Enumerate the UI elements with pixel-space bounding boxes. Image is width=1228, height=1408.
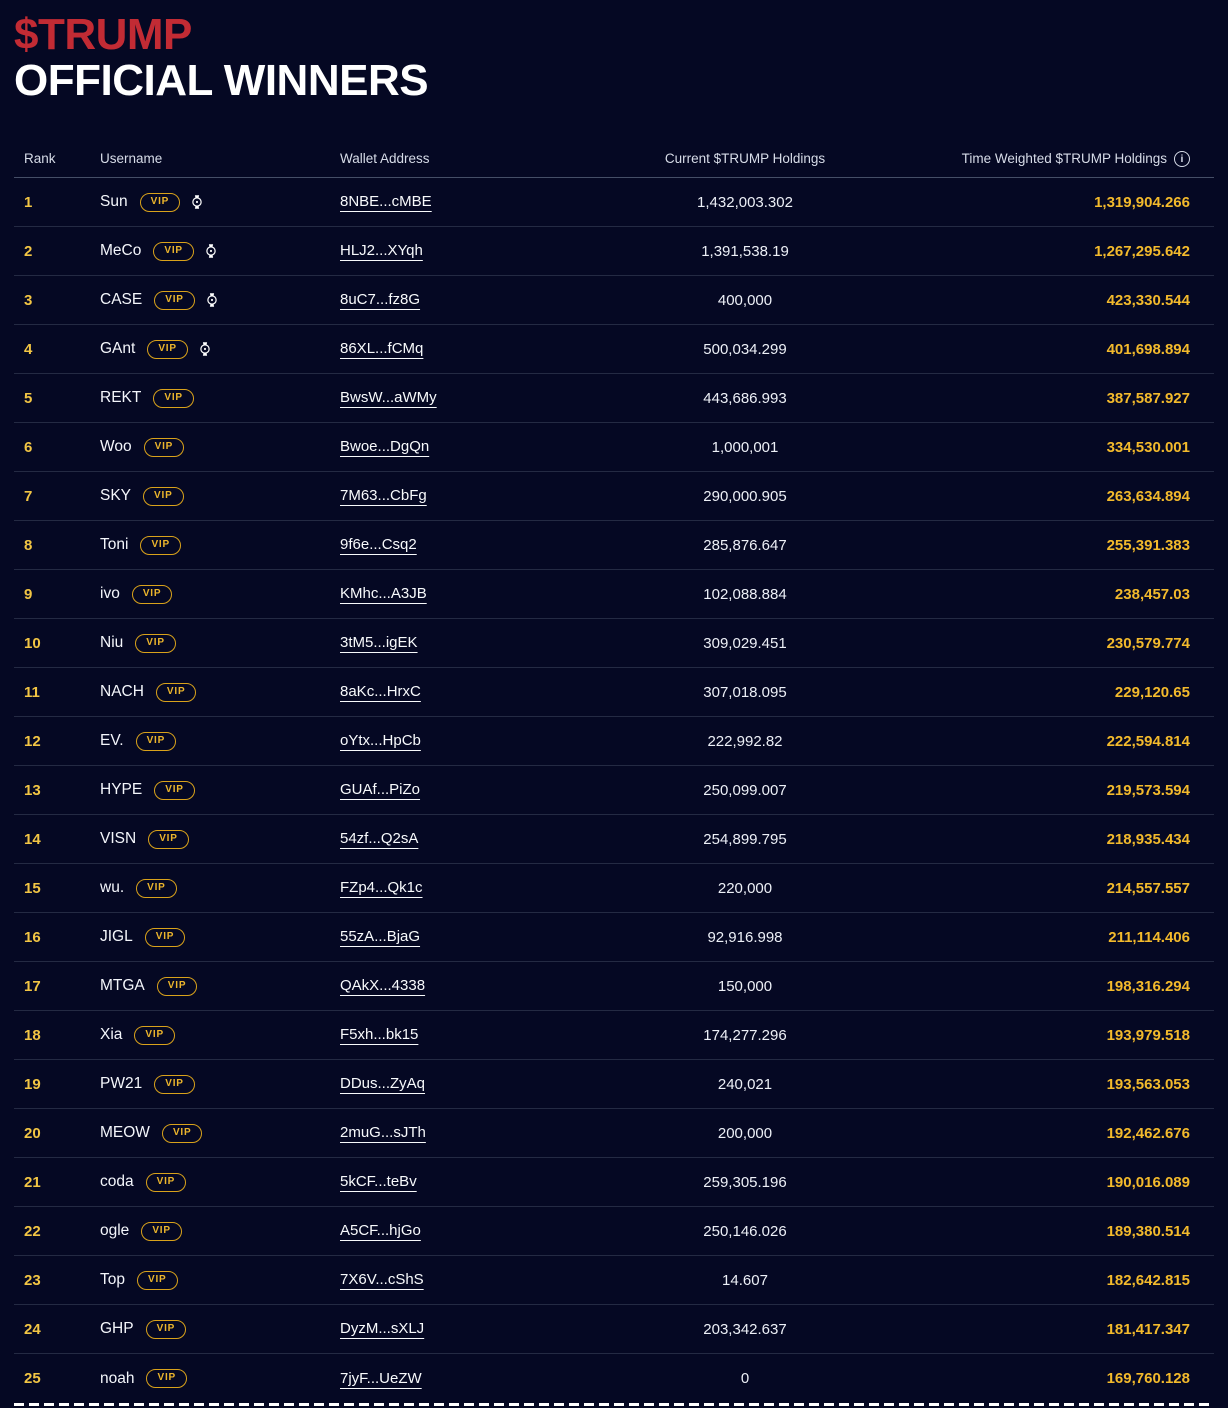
username-cell (100, 340, 340, 359)
username-cell (100, 1026, 340, 1045)
current-holdings-value: 290,000.905 (703, 487, 787, 505)
weighted-holdings-value: 230,579.774 (1106, 634, 1190, 652)
info-icon[interactable]: i (1174, 151, 1190, 167)
dashed-divider (14, 1403, 1214, 1406)
table-row (14, 668, 1214, 717)
watch-icon (204, 292, 220, 308)
username-label: Woo (100, 438, 132, 456)
wallet-address-link[interactable]: Bwoe...DgQn (340, 438, 430, 456)
username-cell (100, 536, 340, 555)
username-cell (100, 242, 340, 261)
username-cell (100, 977, 340, 996)
table-row (14, 325, 1214, 374)
table-row (14, 521, 1214, 570)
current-holdings-value: 443,686.993 (703, 389, 787, 407)
rank-label: 4 (24, 340, 33, 358)
table-row (14, 815, 1214, 864)
username-cell (100, 928, 340, 947)
table-header-row (14, 140, 1214, 178)
page-title (14, 12, 1214, 104)
username-label: Xia (100, 1026, 123, 1044)
wallet-address-link[interactable]: 7X6V...cShS (340, 1271, 424, 1289)
table-row (14, 864, 1214, 913)
wallet-cell (340, 1075, 620, 1093)
wallet-address-link[interactable]: 7M63...CbFg (340, 487, 427, 505)
vip-badge: VIP (146, 1173, 187, 1192)
weighted-holdings-value: 218,935.434 (1106, 830, 1190, 848)
vip-badge: VIP (147, 340, 188, 359)
wallet-cell (340, 585, 620, 603)
username-cell (100, 683, 340, 702)
wallet-address-link[interactable]: 8uC7...fz8G (340, 291, 421, 309)
weighted-holdings-value: 1,319,904.266 (1094, 193, 1190, 211)
current-holdings-value: 14.607 (722, 1271, 768, 1289)
vip-badge: VIP (140, 193, 181, 212)
table-row (14, 1305, 1214, 1354)
rank-label: 12 (24, 732, 41, 750)
username-cell (100, 1075, 340, 1094)
weighted-holdings-value: 255,391.383 (1106, 536, 1190, 554)
current-holdings-value: 500,034.299 (703, 340, 787, 358)
weighted-holdings-value: 211,114.406 (1108, 928, 1190, 946)
rank-label: 8 (24, 536, 33, 554)
weighted-holdings-value: 189,380.514 (1106, 1222, 1190, 1240)
column-header-username: Username (100, 151, 163, 167)
username-cell (100, 830, 340, 849)
rank-label: 21 (24, 1173, 41, 1191)
username-cell (100, 585, 340, 604)
current-holdings-value: 102,088.884 (703, 585, 787, 603)
table-row (14, 178, 1214, 227)
rank-label: 3 (24, 291, 33, 309)
table-row (14, 913, 1214, 962)
wallet-address-link[interactable]: FZp4...Qk1c (340, 879, 423, 897)
table-row (14, 374, 1214, 423)
username-label: noah (100, 1369, 135, 1387)
username-label: Sun (100, 193, 128, 211)
weighted-holdings-value: 169,760.128 (1106, 1370, 1190, 1388)
wallet-cell (340, 536, 620, 554)
rank-label: 15 (24, 879, 41, 897)
current-holdings-value: 307,018.095 (703, 683, 787, 701)
wallet-address-link[interactable]: DDus...ZyAq (340, 1075, 426, 1093)
username-label: EV. (100, 732, 124, 750)
table-row (14, 766, 1214, 815)
rank-label: 10 (24, 634, 41, 652)
wallet-cell (340, 1173, 620, 1191)
weighted-holdings-value: 193,979.518 (1106, 1026, 1190, 1044)
username-label: Toni (100, 536, 129, 554)
current-holdings-value: 200,000 (717, 1124, 773, 1142)
wallet-address-link[interactable]: 7jyF...UeZW (340, 1369, 422, 1387)
weighted-holdings-value: 182,642.815 (1106, 1271, 1190, 1289)
username-cell (100, 291, 340, 310)
vip-badge: VIP (132, 585, 173, 604)
wallet-address-link[interactable]: A5CF...hjGo (340, 1222, 421, 1240)
wallet-cell (340, 830, 620, 848)
vip-badge: VIP (156, 683, 197, 702)
username-cell (100, 732, 340, 751)
table-row (14, 570, 1214, 619)
table-row (14, 619, 1214, 668)
username-cell (100, 1124, 340, 1143)
current-holdings-value: 240,021 (717, 1075, 773, 1093)
wallet-address-link[interactable]: 8aKc...HrxC (340, 683, 421, 701)
wallet-cell (340, 1026, 620, 1044)
current-holdings-value: 220,000 (717, 879, 773, 897)
rank-label: 25 (24, 1370, 41, 1388)
vip-badge: VIP (153, 242, 194, 261)
wallet-cell (340, 242, 620, 260)
vip-badge: VIP (141, 1222, 182, 1241)
weighted-holdings-value: 219,573.594 (1106, 781, 1190, 799)
username-cell (100, 487, 340, 506)
current-holdings-value: 400,000 (717, 291, 773, 309)
weighted-holdings-value: 334,530.001 (1106, 438, 1190, 456)
weighted-holdings-value: 387,587.927 (1106, 389, 1190, 407)
column-header-weighted-holdings (870, 151, 1190, 167)
username-label: ogle (100, 1222, 130, 1240)
vip-badge: VIP (154, 291, 195, 310)
vip-badge: VIP (146, 1320, 187, 1339)
rank-label: 24 (24, 1320, 41, 1338)
rank-label: 5 (24, 389, 33, 407)
wallet-address-link[interactable]: 2muG...sJTh (340, 1124, 426, 1142)
column-header-wallet: Wallet Address (340, 151, 430, 167)
weighted-holdings-value: 181,417.347 (1106, 1320, 1190, 1338)
watch-icon (197, 341, 213, 357)
weighted-holdings-value: 1,267,295.642 (1094, 242, 1190, 260)
username-cell (100, 1222, 340, 1241)
username-cell (100, 879, 340, 898)
wallet-cell (340, 928, 620, 946)
wallet-address-link[interactable]: oYtx...HpCb (340, 732, 421, 750)
title-official-winners: OFFICIAL WINNERS (14, 56, 429, 106)
username-label: HYPE (100, 781, 143, 799)
wallet-address-link[interactable]: KMhc...A3JB (340, 585, 427, 603)
current-holdings-value: 285,876.647 (703, 536, 787, 554)
vip-badge: VIP (144, 438, 185, 457)
wallet-cell (340, 291, 620, 309)
username-label: VISN (100, 830, 137, 848)
wallet-cell (340, 340, 620, 358)
wallet-cell (340, 1320, 620, 1338)
username-label: MTGA (100, 977, 145, 995)
weighted-holdings-value: 263,634.894 (1106, 487, 1190, 505)
current-holdings-value: 250,099.007 (703, 781, 787, 799)
username-label: MEOW (100, 1124, 150, 1142)
username-cell (100, 438, 340, 457)
wallet-address-link[interactable]: DyzM...sXLJ (340, 1320, 425, 1338)
username-cell (100, 1271, 340, 1290)
table-row (14, 717, 1214, 766)
watch-icon (203, 243, 219, 259)
weighted-holdings-value: 198,316.294 (1106, 977, 1190, 995)
vip-badge: VIP (154, 1075, 195, 1094)
username-label: wu. (100, 879, 125, 897)
rank-label: 20 (24, 1124, 41, 1142)
wallet-address-link[interactable]: 9f6e...Csq2 (340, 536, 417, 554)
username-label: JIGL (100, 928, 133, 946)
vip-badge: VIP (145, 928, 186, 947)
vip-badge: VIP (146, 1369, 187, 1388)
username-label: PW21 (100, 1075, 143, 1093)
vip-badge: VIP (162, 1124, 203, 1143)
vip-badge: VIP (135, 634, 176, 653)
username-cell (100, 1369, 340, 1388)
wallet-cell (340, 487, 620, 505)
weighted-holdings-value: 222,594.814 (1106, 732, 1190, 750)
vip-badge: VIP (157, 977, 198, 996)
current-holdings-value: 1,000,001 (711, 438, 779, 456)
rank-label: 6 (24, 438, 33, 456)
wallet-address-link[interactable]: 3tM5...igEK (340, 634, 418, 652)
rank-label: 13 (24, 781, 41, 799)
current-holdings-value: 92,916.998 (707, 928, 783, 946)
wallet-cell (340, 879, 620, 897)
wallet-address-link[interactable]: 86XL...fCMq (340, 340, 424, 358)
table-row (14, 227, 1214, 276)
rank-label: 17 (24, 977, 41, 995)
wallet-cell (340, 732, 620, 750)
username-label: GHP (100, 1320, 134, 1338)
weighted-holdings-value: 193,563.053 (1106, 1075, 1190, 1093)
current-holdings-value: 254,899.795 (703, 830, 787, 848)
weighted-holdings-value: 238,457.03 (1114, 585, 1190, 603)
current-holdings-value: 174,277.296 (703, 1026, 787, 1044)
rank-label: 2 (24, 242, 33, 260)
rank-label: 18 (24, 1026, 41, 1044)
wallet-cell (340, 1370, 620, 1388)
rank-label: 19 (24, 1075, 41, 1093)
username-label: CASE (100, 291, 143, 309)
table-body (14, 178, 1214, 1403)
username-label: SKY (100, 487, 132, 505)
table-row (14, 1011, 1214, 1060)
wallet-cell (340, 193, 620, 211)
weighted-holdings-value: 401,698.894 (1106, 340, 1190, 358)
table-row (14, 1158, 1214, 1207)
vip-badge: VIP (137, 1271, 178, 1290)
vip-badge: VIP (136, 879, 177, 898)
column-header-weighted-label: Time Weighted $TRUMP Holdings (961, 151, 1167, 167)
vip-badge: VIP (134, 1026, 175, 1045)
weighted-holdings-value: 423,330.544 (1106, 291, 1190, 309)
weighted-holdings-value: 229,120.65 (1114, 683, 1190, 701)
rank-label: 1 (24, 193, 33, 211)
wallet-cell (340, 438, 620, 456)
wallet-cell (340, 977, 620, 995)
rank-label: 22 (24, 1222, 41, 1240)
username-cell (100, 389, 340, 408)
username-label: NACH (100, 683, 144, 701)
wallet-address-link[interactable]: GUAf...PiZo (340, 781, 421, 799)
table-row (14, 1060, 1214, 1109)
weighted-holdings-value: 214,557.557 (1106, 879, 1190, 897)
weighted-holdings-value: 190,016.089 (1106, 1173, 1190, 1191)
username-cell (100, 634, 340, 653)
column-header-current-holdings: Current $TRUMP Holdings (664, 151, 826, 167)
wallet-address-link[interactable]: BwsW...aWMy (340, 389, 437, 407)
wallet-address-link[interactable]: QAkX...4338 (340, 977, 426, 995)
current-holdings-value: 250,146.026 (703, 1222, 787, 1240)
wallet-cell (340, 1124, 620, 1142)
table-row (14, 472, 1214, 521)
wallet-cell (340, 1271, 620, 1289)
current-holdings-value: 0 (740, 1370, 750, 1388)
current-holdings-value: 1,432,003.302 (697, 193, 793, 211)
column-header-rank: Rank (24, 151, 56, 167)
rank-label: 7 (24, 487, 33, 505)
wallet-cell (340, 683, 620, 701)
username-label: coda (100, 1173, 134, 1191)
username-label: Niu (100, 634, 124, 652)
username-cell (100, 1173, 340, 1192)
weighted-holdings-value: 192,462.676 (1106, 1124, 1190, 1142)
current-holdings-value: 309,029.451 (703, 634, 787, 652)
table-row (14, 1207, 1214, 1256)
title-trump: $TRUMP (14, 10, 192, 59)
wallet-address-link[interactable]: 54zf...Q2sA (340, 830, 419, 848)
wallet-cell (340, 634, 620, 652)
username-label: GAnt (100, 340, 136, 358)
username-label: ivo (100, 585, 120, 603)
watch-icon (189, 194, 205, 210)
current-holdings-value: 222,992.82 (707, 732, 783, 750)
vip-badge: VIP (136, 732, 177, 751)
vip-badge: VIP (148, 830, 189, 849)
table-row (14, 423, 1214, 472)
current-holdings-value: 259,305.196 (703, 1173, 787, 1191)
wallet-cell (340, 781, 620, 799)
rank-label: 16 (24, 928, 41, 946)
wallet-address-link[interactable]: 5kCF...teBv (340, 1173, 417, 1191)
vip-badge: VIP (143, 487, 184, 506)
vip-badge: VIP (154, 781, 195, 800)
current-holdings-value: 1,391,538.19 (701, 242, 789, 260)
wallet-address-link[interactable]: HLJ2...XYqh (340, 242, 423, 260)
rank-label: 14 (24, 830, 41, 848)
table-row (14, 962, 1214, 1011)
vip-badge: VIP (153, 389, 194, 408)
wallet-cell (340, 1222, 620, 1240)
table-row (14, 1256, 1214, 1305)
table-row (14, 1109, 1214, 1158)
username-label: Top (100, 1271, 125, 1289)
username-label: MeCo (100, 242, 142, 260)
username-cell (100, 1320, 340, 1339)
rank-label: 11 (24, 683, 40, 701)
rank-label: 9 (24, 585, 33, 603)
vip-badge: VIP (140, 536, 181, 555)
wallet-address-link[interactable]: 8NBE...cMBE (340, 193, 432, 211)
current-holdings-value: 203,342.637 (703, 1320, 787, 1338)
current-holdings-value: 150,000 (717, 977, 773, 995)
table-row (14, 276, 1214, 325)
rank-label: 23 (24, 1271, 41, 1289)
wallet-address-link[interactable]: F5xh...bk15 (340, 1026, 419, 1044)
username-cell (100, 781, 340, 800)
username-cell (100, 193, 340, 212)
table-row (14, 1354, 1214, 1403)
wallet-address-link[interactable]: 55zA...BjaG (340, 928, 421, 946)
wallet-cell (340, 389, 620, 407)
username-label: REKT (100, 389, 142, 407)
